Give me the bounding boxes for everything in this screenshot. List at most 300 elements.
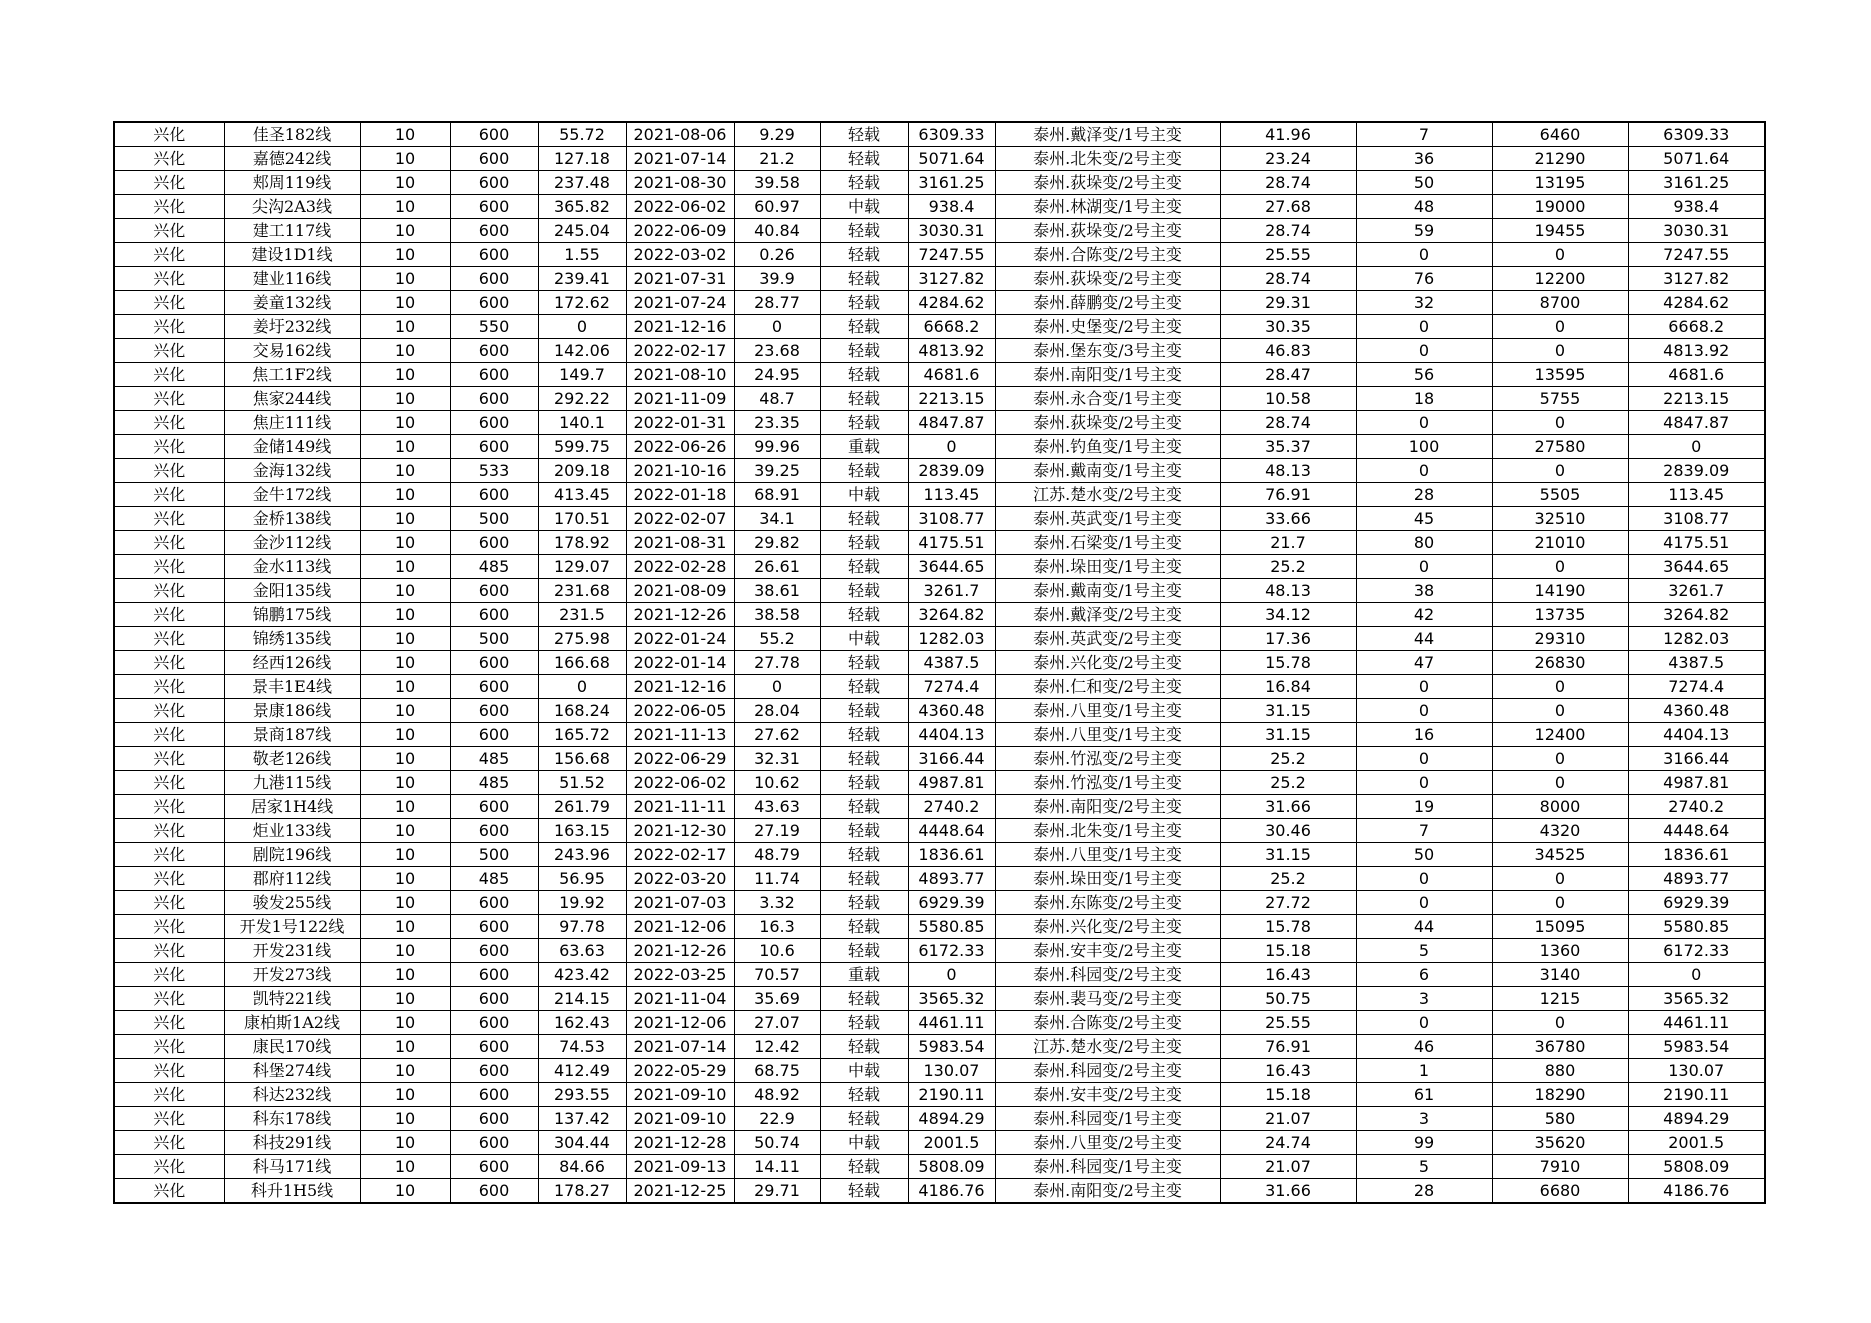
substation-cell: 泰州.安丰变/2号主变: [995, 1083, 1220, 1107]
load-rate-cell: 24.95: [734, 363, 820, 387]
line-name-cell: 经西126线: [224, 651, 360, 675]
rated-current-cell: 600: [450, 939, 538, 963]
count-cell: 0: [1356, 555, 1492, 579]
transformer-rate-cell: 50.75: [1220, 987, 1356, 1011]
transformer-rate-cell: 76.91: [1220, 483, 1356, 507]
available-capacity-cell: 6309.33: [908, 122, 995, 147]
capacity-cell: 0: [1492, 675, 1628, 699]
remaining-capacity-cell: 2190.11: [1628, 1083, 1765, 1107]
remaining-capacity-cell: 7274.4: [1628, 675, 1765, 699]
max-current-cell: 97.78: [538, 915, 626, 939]
count-cell: 42: [1356, 603, 1492, 627]
available-capacity-cell: 6668.2: [908, 315, 995, 339]
transformer-rate-cell: 25.2: [1220, 555, 1356, 579]
region-cell: 兴化: [114, 843, 224, 867]
remaining-capacity-cell: 130.07: [1628, 1059, 1765, 1083]
max-current-cell: 178.92: [538, 531, 626, 555]
substation-cell: 泰州.永合变/1号主变: [995, 387, 1220, 411]
transformer-rate-cell: 15.18: [1220, 939, 1356, 963]
date-cell: 2021-08-06: [626, 122, 734, 147]
substation-cell: 泰州.戴南变/1号主变: [995, 459, 1220, 483]
transformer-rate-cell: 34.12: [1220, 603, 1356, 627]
available-capacity-cell: 3108.77: [908, 507, 995, 531]
max-current-cell: 413.45: [538, 483, 626, 507]
load-status-cell: 轻载: [820, 339, 908, 363]
load-status-cell: 中载: [820, 627, 908, 651]
date-cell: 2021-12-16: [626, 675, 734, 699]
load-rate-cell: 48.79: [734, 843, 820, 867]
rated-current-cell: 600: [450, 579, 538, 603]
available-capacity-cell: 4847.87: [908, 411, 995, 435]
line-name-cell: 金储149线: [224, 435, 360, 459]
transformer-rate-cell: 28.74: [1220, 267, 1356, 291]
load-status-cell: 轻载: [820, 1179, 908, 1204]
available-capacity-cell: 3565.32: [908, 987, 995, 1011]
substation-cell: 泰州.林湖变/1号主变: [995, 195, 1220, 219]
max-current-cell: 243.96: [538, 843, 626, 867]
count-cell: 0: [1356, 411, 1492, 435]
table-row: [114, 411, 1765, 435]
load-status-cell: 轻载: [820, 531, 908, 555]
rated-current-cell: 600: [450, 699, 538, 723]
remaining-capacity-cell: 6668.2: [1628, 315, 1765, 339]
date-cell: 2022-01-14: [626, 651, 734, 675]
capacity-cell: 21010: [1492, 531, 1628, 555]
line-name-cell: 开发231线: [224, 939, 360, 963]
rated-current-cell: 485: [450, 771, 538, 795]
region-cell: 兴化: [114, 651, 224, 675]
voltage-cell: 10: [360, 1083, 450, 1107]
rated-current-cell: 600: [450, 1179, 538, 1204]
count-cell: 48: [1356, 195, 1492, 219]
voltage-cell: 10: [360, 747, 450, 771]
substation-cell: 泰州.戴泽变/2号主变: [995, 603, 1220, 627]
capacity-cell: 13195: [1492, 171, 1628, 195]
capacity-cell: 34525: [1492, 843, 1628, 867]
table-row: [114, 483, 1765, 507]
date-cell: 2022-06-02: [626, 195, 734, 219]
remaining-capacity-cell: 4894.29: [1628, 1107, 1765, 1131]
max-current-cell: 165.72: [538, 723, 626, 747]
region-cell: 兴化: [114, 915, 224, 939]
capacity-cell: 32510: [1492, 507, 1628, 531]
substation-cell: 泰州.科园变/1号主变: [995, 1107, 1220, 1131]
remaining-capacity-cell: 4404.13: [1628, 723, 1765, 747]
load-rate-cell: 3.32: [734, 891, 820, 915]
table-row: [114, 771, 1765, 795]
region-cell: 兴化: [114, 339, 224, 363]
available-capacity-cell: 2213.15: [908, 387, 995, 411]
load-status-cell: 重载: [820, 963, 908, 987]
rated-current-cell: 600: [450, 195, 538, 219]
count-cell: 99: [1356, 1131, 1492, 1155]
transformer-rate-cell: 21.07: [1220, 1107, 1356, 1131]
rated-current-cell: 600: [450, 387, 538, 411]
load-rate-cell: 10.62: [734, 771, 820, 795]
table-row: [114, 1155, 1765, 1179]
line-name-cell: 焦庄111线: [224, 411, 360, 435]
load-status-cell: 中载: [820, 195, 908, 219]
load-rate-cell: 48.92: [734, 1083, 820, 1107]
count-cell: 0: [1356, 339, 1492, 363]
date-cell: 2022-06-29: [626, 747, 734, 771]
region-cell: 兴化: [114, 987, 224, 1011]
capacity-cell: 8000: [1492, 795, 1628, 819]
load-rate-cell: 12.42: [734, 1035, 820, 1059]
substation-cell: 泰州.垛田变/1号主变: [995, 867, 1220, 891]
remaining-capacity-cell: 3565.32: [1628, 987, 1765, 1011]
remaining-capacity-cell: 4813.92: [1628, 339, 1765, 363]
remaining-capacity-cell: 6309.33: [1628, 122, 1765, 147]
remaining-capacity-cell: 1282.03: [1628, 627, 1765, 651]
region-cell: 兴化: [114, 939, 224, 963]
count-cell: 0: [1356, 771, 1492, 795]
available-capacity-cell: 4404.13: [908, 723, 995, 747]
line-name-cell: 姜童132线: [224, 291, 360, 315]
table-row: [114, 891, 1765, 915]
rated-current-cell: 600: [450, 723, 538, 747]
date-cell: 2022-03-25: [626, 963, 734, 987]
line-name-cell: 金水113线: [224, 555, 360, 579]
count-cell: 56: [1356, 363, 1492, 387]
max-current-cell: 127.18: [538, 147, 626, 171]
rated-current-cell: 600: [450, 122, 538, 147]
count-cell: 1: [1356, 1059, 1492, 1083]
voltage-cell: 10: [360, 1107, 450, 1131]
voltage-cell: 10: [360, 555, 450, 579]
voltage-cell: 10: [360, 1179, 450, 1204]
available-capacity-cell: 2839.09: [908, 459, 995, 483]
load-rate-cell: 27.62: [734, 723, 820, 747]
region-cell: 兴化: [114, 531, 224, 555]
substation-cell: 江苏.楚水变/2号主变: [995, 483, 1220, 507]
substation-cell: 泰州.荻垛变/2号主变: [995, 267, 1220, 291]
load-rate-cell: 27.78: [734, 651, 820, 675]
date-cell: 2021-12-30: [626, 819, 734, 843]
transformer-rate-cell: 16.84: [1220, 675, 1356, 699]
load-status-cell: 中载: [820, 483, 908, 507]
rated-current-cell: 600: [450, 339, 538, 363]
transformer-rate-cell: 46.83: [1220, 339, 1356, 363]
date-cell: 2022-06-05: [626, 699, 734, 723]
capacity-cell: 0: [1492, 339, 1628, 363]
capacity-cell: 0: [1492, 243, 1628, 267]
transformer-rate-cell: 15.78: [1220, 651, 1356, 675]
date-cell: 2021-07-14: [626, 147, 734, 171]
voltage-cell: 10: [360, 795, 450, 819]
line-name-cell: 金沙112线: [224, 531, 360, 555]
count-cell: 16: [1356, 723, 1492, 747]
region-cell: 兴化: [114, 771, 224, 795]
available-capacity-cell: 130.07: [908, 1059, 995, 1083]
capacity-cell: 880: [1492, 1059, 1628, 1083]
load-status-cell: 轻载: [820, 867, 908, 891]
transformer-rate-cell: 17.36: [1220, 627, 1356, 651]
available-capacity-cell: 3127.82: [908, 267, 995, 291]
transformer-rate-cell: 31.66: [1220, 795, 1356, 819]
capacity-cell: 4320: [1492, 819, 1628, 843]
date-cell: 2022-05-29: [626, 1059, 734, 1083]
load-status-cell: 轻载: [820, 1107, 908, 1131]
rated-current-cell: 500: [450, 843, 538, 867]
max-current-cell: 231.5: [538, 603, 626, 627]
available-capacity-cell: 4813.92: [908, 339, 995, 363]
transformer-rate-cell: 28.74: [1220, 219, 1356, 243]
capacity-cell: 0: [1492, 747, 1628, 771]
table-row: [114, 555, 1765, 579]
substation-cell: 泰州.八里变/1号主变: [995, 699, 1220, 723]
region-cell: 兴化: [114, 483, 224, 507]
region-cell: 兴化: [114, 1059, 224, 1083]
transformer-rate-cell: 30.35: [1220, 315, 1356, 339]
substation-cell: 泰州.南阳变/2号主变: [995, 1179, 1220, 1204]
transformer-rate-cell: 33.66: [1220, 507, 1356, 531]
table-row: [114, 459, 1765, 483]
transformer-rate-cell: 31.15: [1220, 843, 1356, 867]
table-row: [114, 987, 1765, 1011]
max-current-cell: 275.98: [538, 627, 626, 651]
transformer-rate-cell: 10.58: [1220, 387, 1356, 411]
region-cell: 兴化: [114, 243, 224, 267]
load-status-cell: 重载: [820, 435, 908, 459]
transformer-rate-cell: 31.15: [1220, 699, 1356, 723]
substation-cell: 泰州.合陈变/2号主变: [995, 243, 1220, 267]
region-cell: 兴化: [114, 195, 224, 219]
available-capacity-cell: 113.45: [908, 483, 995, 507]
remaining-capacity-cell: 5580.85: [1628, 915, 1765, 939]
load-rate-cell: 0.26: [734, 243, 820, 267]
region-cell: 兴化: [114, 819, 224, 843]
transformer-rate-cell: 16.43: [1220, 1059, 1356, 1083]
load-status-cell: 轻载: [820, 843, 908, 867]
date-cell: 2021-11-09: [626, 387, 734, 411]
line-name-cell: 建设1D1线: [224, 243, 360, 267]
load-status-cell: 轻载: [820, 459, 908, 483]
rated-current-cell: 485: [450, 867, 538, 891]
count-cell: 0: [1356, 675, 1492, 699]
table-row: [114, 315, 1765, 339]
rated-current-cell: 550: [450, 315, 538, 339]
available-capacity-cell: 2190.11: [908, 1083, 995, 1107]
load-status-cell: 轻载: [820, 819, 908, 843]
count-cell: 38: [1356, 579, 1492, 603]
region-cell: 兴化: [114, 891, 224, 915]
load-status-cell: 轻载: [820, 603, 908, 627]
remaining-capacity-cell: 7247.55: [1628, 243, 1765, 267]
date-cell: 2021-12-26: [626, 939, 734, 963]
available-capacity-cell: 4987.81: [908, 771, 995, 795]
voltage-cell: 10: [360, 147, 450, 171]
max-current-cell: 156.68: [538, 747, 626, 771]
rated-current-cell: 600: [450, 243, 538, 267]
rated-current-cell: 500: [450, 507, 538, 531]
available-capacity-cell: 3261.7: [908, 579, 995, 603]
table-row: [114, 627, 1765, 651]
load-status-cell: 轻载: [820, 171, 908, 195]
line-name-cell: 凯特221线: [224, 987, 360, 1011]
line-name-cell: 金桥138线: [224, 507, 360, 531]
region-cell: 兴化: [114, 1083, 224, 1107]
remaining-capacity-cell: 4360.48: [1628, 699, 1765, 723]
rated-current-cell: 600: [450, 435, 538, 459]
remaining-capacity-cell: 3108.77: [1628, 507, 1765, 531]
region-cell: 兴化: [114, 435, 224, 459]
line-name-cell: 金牛172线: [224, 483, 360, 507]
capacity-cell: 12200: [1492, 267, 1628, 291]
available-capacity-cell: 6929.39: [908, 891, 995, 915]
region-cell: 兴化: [114, 411, 224, 435]
rated-current-cell: 600: [450, 675, 538, 699]
region-cell: 兴化: [114, 315, 224, 339]
load-rate-cell: 10.6: [734, 939, 820, 963]
load-rate-cell: 68.75: [734, 1059, 820, 1083]
rated-current-cell: 485: [450, 747, 538, 771]
region-cell: 兴化: [114, 267, 224, 291]
max-current-cell: 63.63: [538, 939, 626, 963]
load-rate-cell: 28.04: [734, 699, 820, 723]
table-row: [114, 675, 1765, 699]
line-name-cell: 建工117线: [224, 219, 360, 243]
load-status-cell: 轻载: [820, 747, 908, 771]
line-name-cell: 景康186线: [224, 699, 360, 723]
remaining-capacity-cell: 4448.64: [1628, 819, 1765, 843]
voltage-cell: 10: [360, 195, 450, 219]
count-cell: 59: [1356, 219, 1492, 243]
date-cell: 2022-01-24: [626, 627, 734, 651]
available-capacity-cell: 5808.09: [908, 1155, 995, 1179]
capacity-cell: 27580: [1492, 435, 1628, 459]
voltage-cell: 10: [360, 1059, 450, 1083]
voltage-cell: 10: [360, 1131, 450, 1155]
table-row: [114, 747, 1765, 771]
date-cell: 2022-06-09: [626, 219, 734, 243]
remaining-capacity-cell: 0: [1628, 435, 1765, 459]
count-cell: 7: [1356, 819, 1492, 843]
table-row: [114, 122, 1765, 147]
table-row: [114, 867, 1765, 891]
load-status-cell: 轻载: [820, 411, 908, 435]
voltage-cell: 10: [360, 939, 450, 963]
date-cell: 2022-03-20: [626, 867, 734, 891]
line-name-cell: 炬业133线: [224, 819, 360, 843]
region-cell: 兴化: [114, 1011, 224, 1035]
max-current-cell: 84.66: [538, 1155, 626, 1179]
capacity-cell: 0: [1492, 1011, 1628, 1035]
count-cell: 44: [1356, 627, 1492, 651]
available-capacity-cell: 3166.44: [908, 747, 995, 771]
region-cell: 兴化: [114, 627, 224, 651]
rated-current-cell: 485: [450, 555, 538, 579]
count-cell: 19: [1356, 795, 1492, 819]
remaining-capacity-cell: 2839.09: [1628, 459, 1765, 483]
rated-current-cell: 600: [450, 363, 538, 387]
count-cell: 45: [1356, 507, 1492, 531]
line-name-cell: 骏发255线: [224, 891, 360, 915]
remaining-capacity-cell: 4186.76: [1628, 1179, 1765, 1204]
max-current-cell: 19.92: [538, 891, 626, 915]
substation-cell: 泰州.科园变/2号主变: [995, 963, 1220, 987]
rated-current-cell: 600: [450, 147, 538, 171]
transformer-rate-cell: 28.47: [1220, 363, 1356, 387]
count-cell: 5: [1356, 939, 1492, 963]
max-current-cell: 137.42: [538, 1107, 626, 1131]
max-current-cell: 163.15: [538, 819, 626, 843]
region-cell: 兴化: [114, 963, 224, 987]
voltage-cell: 10: [360, 915, 450, 939]
voltage-cell: 10: [360, 267, 450, 291]
region-cell: 兴化: [114, 122, 224, 147]
substation-cell: 泰州.薛鹏变/2号主变: [995, 291, 1220, 315]
table-row: [114, 219, 1765, 243]
table-row: [114, 1131, 1765, 1155]
substation-cell: 泰州.裴马变/2号主变: [995, 987, 1220, 1011]
substation-cell: 泰州.英武变/1号主变: [995, 507, 1220, 531]
voltage-cell: 10: [360, 579, 450, 603]
max-current-cell: 261.79: [538, 795, 626, 819]
region-cell: 兴化: [114, 555, 224, 579]
region-cell: 兴化: [114, 363, 224, 387]
capacity-cell: 35620: [1492, 1131, 1628, 1155]
rated-current-cell: 600: [450, 1083, 538, 1107]
count-cell: 28: [1356, 1179, 1492, 1204]
substation-cell: 泰州.史堡变/2号主变: [995, 315, 1220, 339]
load-rate-cell: 68.91: [734, 483, 820, 507]
max-current-cell: 293.55: [538, 1083, 626, 1107]
load-rate-cell: 34.1: [734, 507, 820, 531]
date-cell: 2022-06-26: [626, 435, 734, 459]
max-current-cell: 412.49: [538, 1059, 626, 1083]
load-status-cell: 轻载: [820, 1083, 908, 1107]
max-current-cell: 237.48: [538, 171, 626, 195]
region-cell: 兴化: [114, 1107, 224, 1131]
rated-current-cell: 600: [450, 1131, 538, 1155]
table-row: [114, 1083, 1765, 1107]
load-rate-cell: 23.68: [734, 339, 820, 363]
max-current-cell: 51.52: [538, 771, 626, 795]
load-status-cell: 轻载: [820, 1011, 908, 1035]
transformer-rate-cell: 25.55: [1220, 243, 1356, 267]
line-name-cell: 科马171线: [224, 1155, 360, 1179]
voltage-cell: 10: [360, 843, 450, 867]
voltage-cell: 10: [360, 483, 450, 507]
capacity-cell: 0: [1492, 867, 1628, 891]
capacity-cell: 8700: [1492, 291, 1628, 315]
date-cell: 2021-08-09: [626, 579, 734, 603]
line-name-cell: 郏周119线: [224, 171, 360, 195]
load-rate-cell: 38.61: [734, 579, 820, 603]
count-cell: 100: [1356, 435, 1492, 459]
available-capacity-cell: 4284.62: [908, 291, 995, 315]
max-current-cell: 239.41: [538, 267, 626, 291]
max-current-cell: 168.24: [538, 699, 626, 723]
count-cell: 61: [1356, 1083, 1492, 1107]
date-cell: 2021-12-28: [626, 1131, 734, 1155]
capacity-cell: 21290: [1492, 147, 1628, 171]
count-cell: 3: [1356, 1107, 1492, 1131]
date-cell: 2021-08-30: [626, 171, 734, 195]
transformer-rate-cell: 29.31: [1220, 291, 1356, 315]
capacity-cell: 19455: [1492, 219, 1628, 243]
table-row: [114, 195, 1765, 219]
date-cell: 2021-12-06: [626, 1011, 734, 1035]
load-rate-cell: 0: [734, 315, 820, 339]
table-row: [114, 795, 1765, 819]
available-capacity-cell: 3264.82: [908, 603, 995, 627]
voltage-cell: 10: [360, 987, 450, 1011]
rated-current-cell: 600: [450, 819, 538, 843]
capacity-cell: 0: [1492, 411, 1628, 435]
rated-current-cell: 600: [450, 291, 538, 315]
